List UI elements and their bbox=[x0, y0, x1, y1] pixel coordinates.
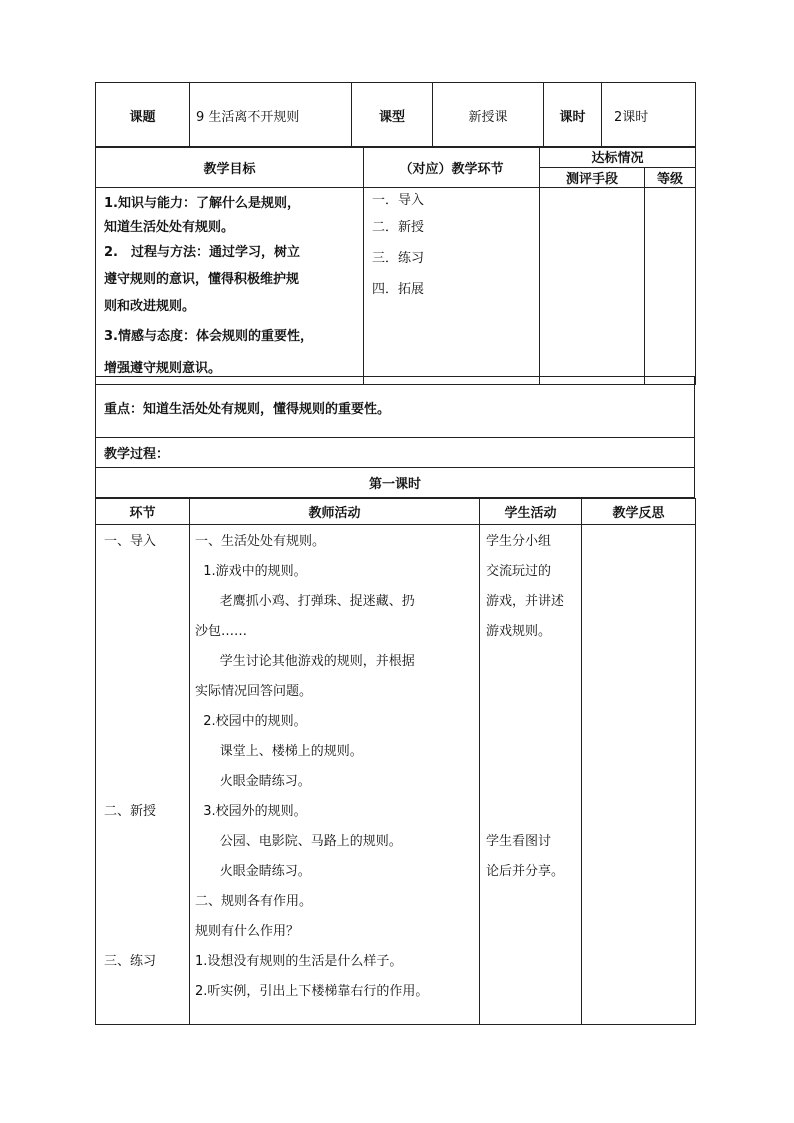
step-header: （对应）教学环节 bbox=[364, 147, 540, 188]
student-cell bbox=[480, 525, 582, 1025]
section-line bbox=[104, 977, 189, 1007]
step-item: 四．拓展 bbox=[372, 282, 425, 297]
student-line: 论后并分享。 bbox=[486, 864, 565, 879]
teacher-line: 2.听实例，引出上下楼梯靠右行的作用。 bbox=[195, 984, 429, 999]
eval-grade-header: 等级 bbox=[645, 167, 696, 188]
lesson-title: 第一课时 bbox=[96, 468, 695, 498]
reflect-cell bbox=[582, 525, 696, 1025]
col-section-header: 环节 bbox=[96, 499, 190, 525]
teacher-line: 老鹰抓小鸡、打弹珠、捉迷藏、扔 bbox=[195, 594, 415, 609]
section-line bbox=[104, 917, 189, 947]
teacher-line: 实际情况回答问题。 bbox=[195, 684, 313, 699]
goal-line: 知道生活处处有规则。 bbox=[104, 220, 235, 235]
goal-line: 3.情感与态度：体会规则的重要性， bbox=[104, 329, 313, 344]
type-value: 新授课 bbox=[433, 83, 544, 148]
lesson-table bbox=[95, 498, 696, 1025]
goal-header: 教学目标 bbox=[96, 147, 364, 188]
section-line bbox=[104, 587, 189, 617]
teacher-line: 一、生活处处有规则。 bbox=[195, 534, 326, 549]
goal-line: 2. 过程与方法：通过学习，树立 bbox=[104, 245, 300, 260]
student-line bbox=[486, 947, 581, 977]
col-teacher-header: 教师活动 bbox=[190, 499, 480, 525]
student-line bbox=[486, 677, 581, 707]
goal-line: 增强遵守规则意识。 bbox=[104, 361, 222, 376]
teacher-line: 学生讨论其他游戏的规则，并根据 bbox=[195, 654, 415, 669]
eval-method-cell bbox=[540, 188, 645, 385]
student-line: 游戏规则。 bbox=[486, 624, 552, 639]
col-reflect-header: 教学反思 bbox=[582, 499, 696, 525]
section-line bbox=[104, 557, 189, 587]
type-label: 课型 bbox=[352, 83, 433, 148]
section-line bbox=[104, 647, 189, 677]
section-line bbox=[104, 827, 189, 857]
teacher-line: 二、规则各有作用。 bbox=[195, 894, 313, 909]
topic-value: 9 生活离不开规则 bbox=[190, 83, 352, 148]
teacher-cell bbox=[190, 525, 480, 1025]
student-line bbox=[486, 917, 581, 947]
section-line: 二、新授 bbox=[104, 804, 157, 819]
student-line bbox=[486, 707, 581, 737]
keypoint-table bbox=[95, 376, 695, 498]
section-line bbox=[104, 737, 189, 767]
student-line: 学生看图讨 bbox=[486, 834, 552, 849]
col-student-header: 学生活动 bbox=[480, 499, 582, 525]
student-line: 游戏，并讲述 bbox=[486, 594, 565, 609]
topic-label: 课题 bbox=[96, 83, 190, 148]
hours-label: 课时 bbox=[544, 83, 602, 148]
teacher-line: 课堂上、楼梯上的规则。 bbox=[195, 744, 363, 759]
steps-cell bbox=[364, 188, 540, 385]
teacher-line: 1.游戏中的规则。 bbox=[195, 564, 307, 579]
section-line: 三、练习 bbox=[104, 954, 157, 969]
student-line bbox=[486, 767, 581, 797]
step-item: 一．导入 bbox=[372, 193, 425, 208]
eval-grade-cell bbox=[645, 188, 696, 385]
student-line: 交流玩过的 bbox=[486, 564, 552, 579]
student-line bbox=[486, 647, 581, 677]
section-line bbox=[104, 857, 189, 887]
section-line bbox=[104, 617, 189, 647]
teacher-line: 沙包…… bbox=[195, 624, 248, 639]
teacher-line: 公园、电影院、马路上的规则。 bbox=[195, 834, 402, 849]
header-table bbox=[95, 82, 696, 148]
step-item: 三．练习 bbox=[372, 251, 425, 266]
eval-method-header: 测评手段 bbox=[540, 167, 645, 188]
goal-line: 则和改进规则。 bbox=[104, 299, 196, 314]
teacher-line: 2.校园中的规则。 bbox=[195, 714, 307, 729]
student-line bbox=[486, 797, 581, 827]
goal-cell bbox=[96, 188, 364, 385]
goal-line: 遵守规则的意识，懂得积极维护规 bbox=[104, 272, 300, 287]
teacher-line: 火眼金睛练习。 bbox=[195, 774, 311, 789]
hours-value: 2课时 bbox=[602, 83, 696, 148]
process-label: 教学过程： bbox=[96, 438, 695, 468]
section-cell bbox=[96, 525, 190, 1025]
goal-line: 1.知识与能力：了解什么是规则， bbox=[104, 196, 300, 211]
student-line: 学生分小组 bbox=[486, 534, 552, 549]
header-row bbox=[96, 83, 696, 148]
student-line bbox=[486, 737, 581, 767]
section-line: 一、导入 bbox=[104, 534, 157, 549]
key-point: 重点：知道生活处处有规则，懂得规则的重要性。 bbox=[96, 377, 695, 438]
student-line bbox=[486, 887, 581, 917]
teacher-line: 1.设想没有规则的生活是什么样子。 bbox=[195, 954, 403, 969]
section-line bbox=[104, 767, 189, 797]
step-item: 二．新授 bbox=[372, 220, 425, 235]
teacher-line: 规则有什么作用？ bbox=[195, 924, 300, 939]
eval-header: 达标情况 bbox=[540, 147, 696, 168]
section-line bbox=[104, 677, 189, 707]
teacher-line: 火眼金睛练习。 bbox=[195, 864, 311, 879]
teacher-line: 3.校园外的规则。 bbox=[195, 804, 307, 819]
section-line bbox=[104, 707, 189, 737]
section-line bbox=[104, 887, 189, 917]
student-line bbox=[486, 977, 581, 1007]
objectives-table bbox=[95, 146, 696, 385]
